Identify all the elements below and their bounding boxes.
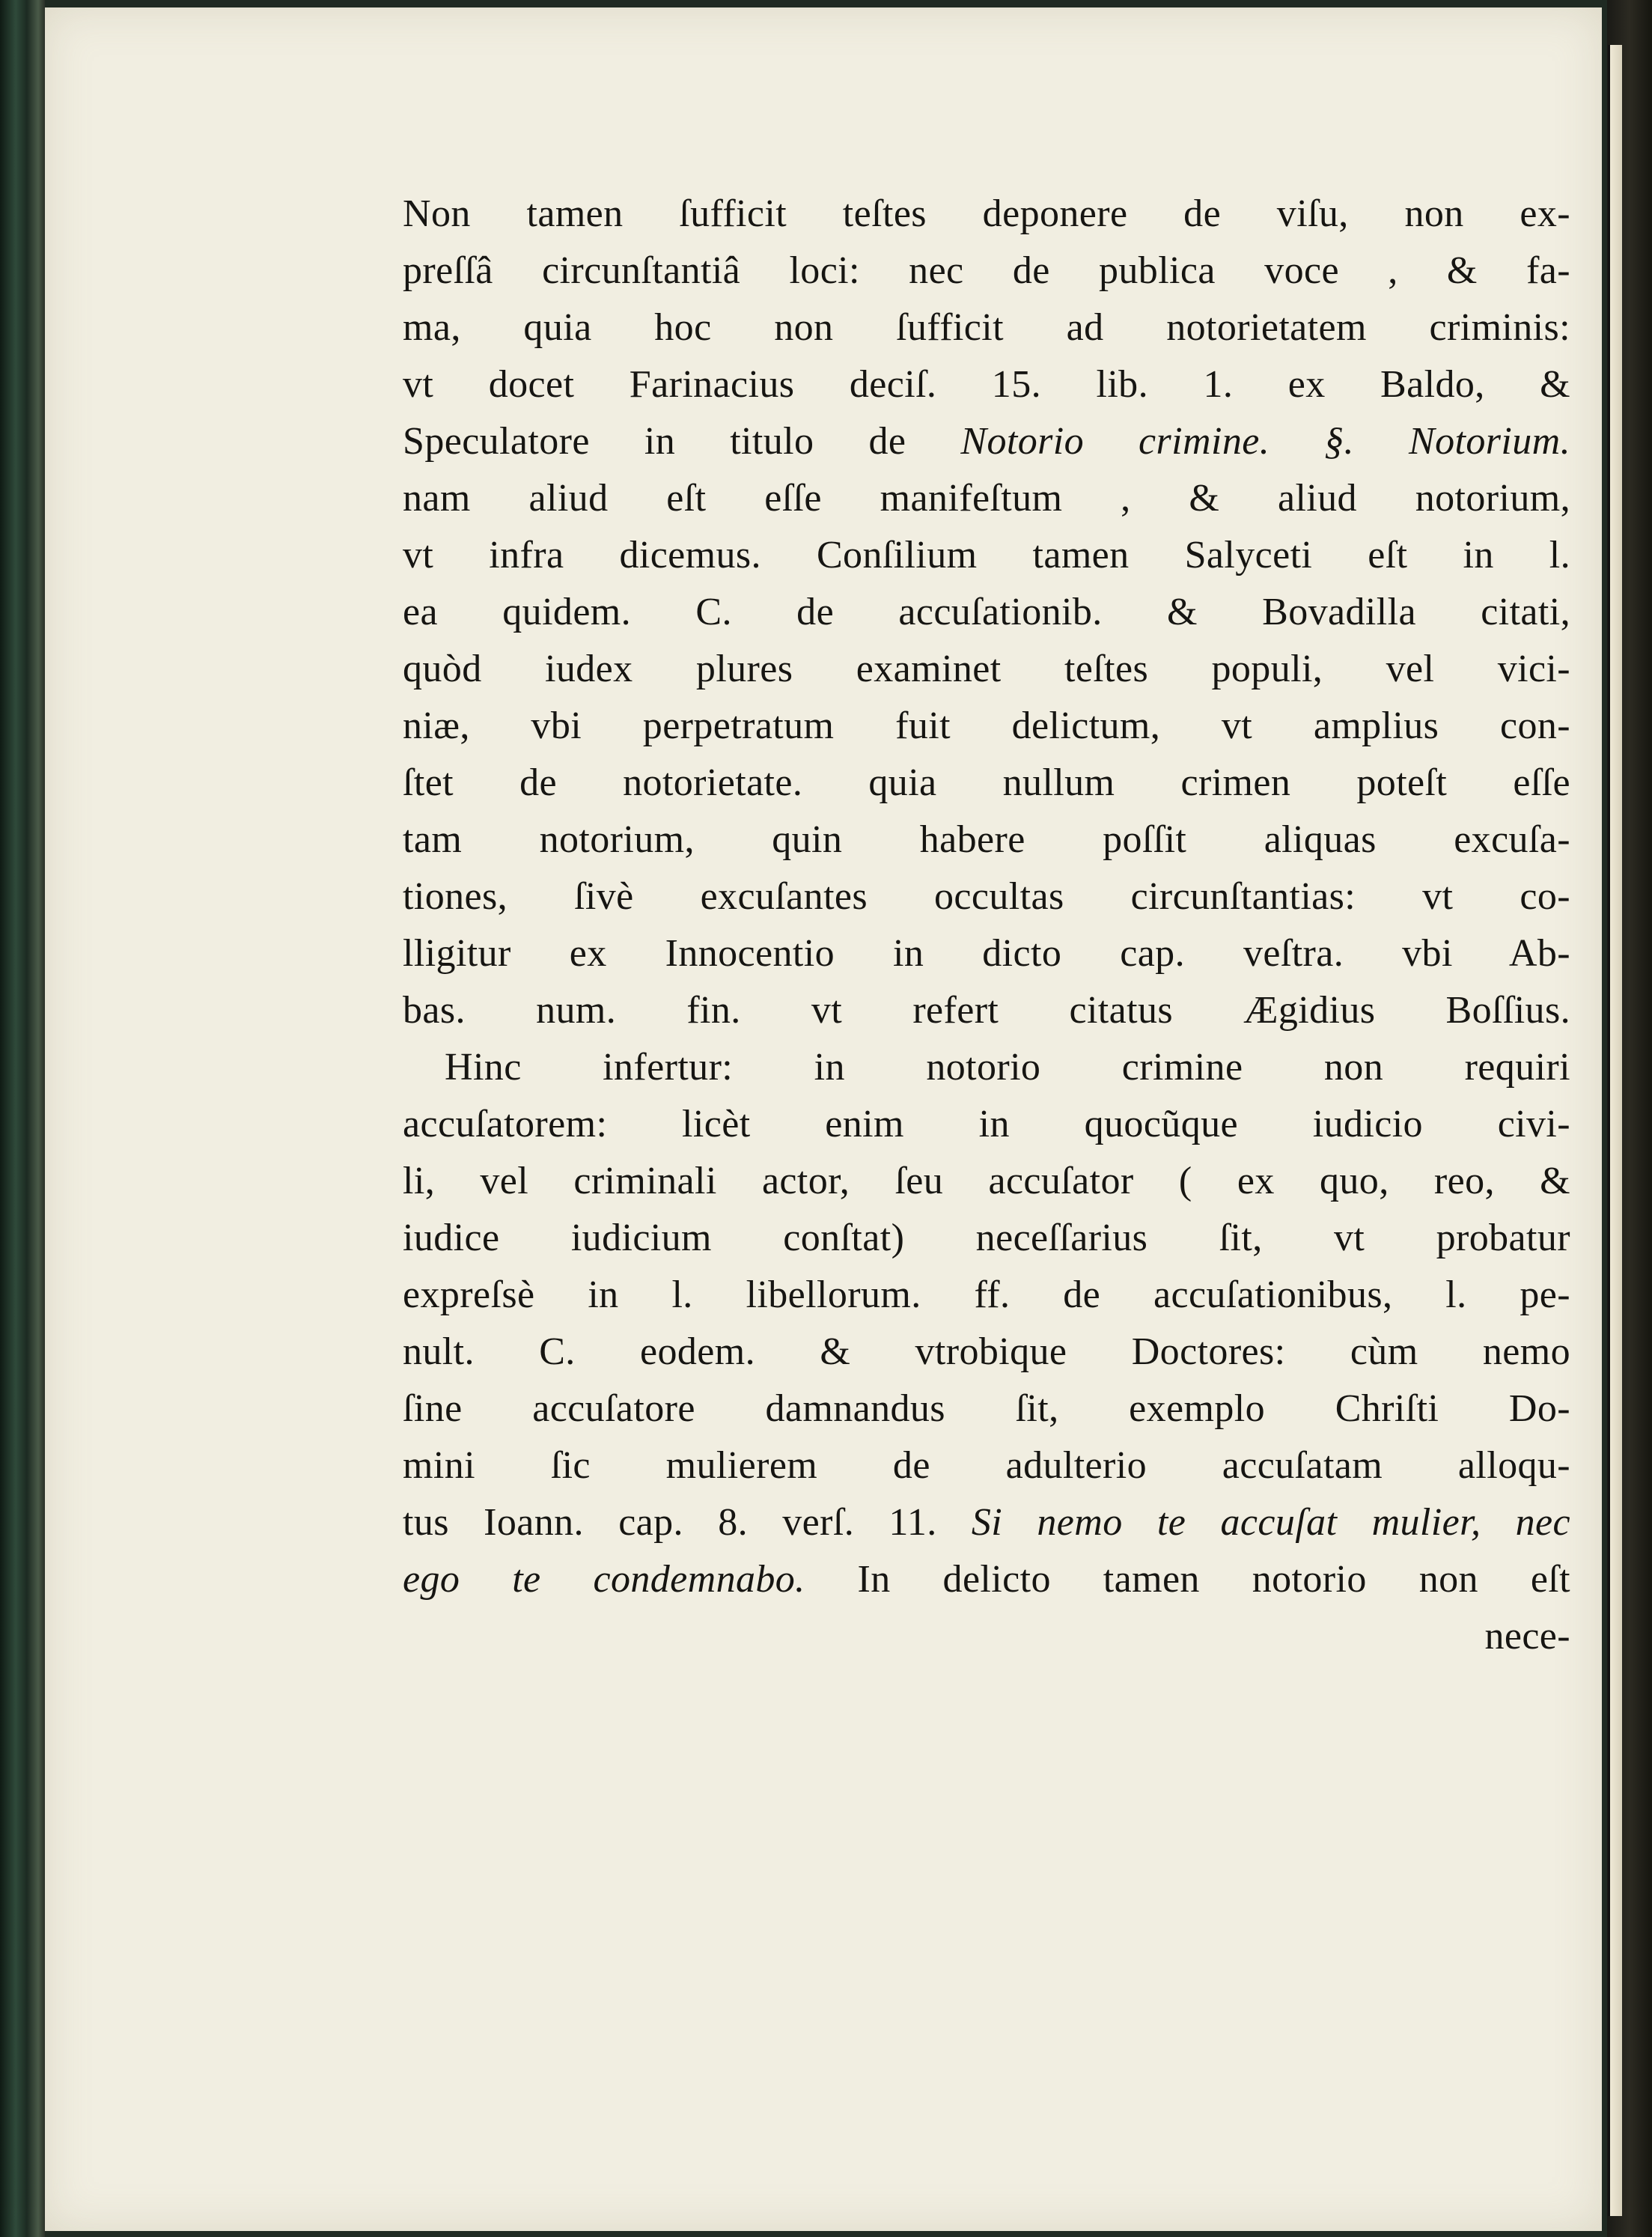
book-page bbox=[45, 7, 1602, 2231]
text-line bbox=[403, 299, 1570, 356]
text-run: iudice iudicium conſtat) neceſſarius ſit, vt probatur bbox=[403, 1217, 1570, 1259]
text-run: vt docet Farinacius deciſ. 15. lib. 1. ex Baldo, & bbox=[403, 363, 1570, 406]
text-run: Non tamen ſufficit teſtes deponere de viſu, non ex- bbox=[403, 192, 1570, 235]
text-line bbox=[403, 356, 1570, 413]
text-line bbox=[403, 1437, 1570, 1494]
text-line bbox=[403, 1381, 1570, 1437]
text-line bbox=[403, 755, 1570, 812]
text-line bbox=[403, 925, 1570, 982]
text-line bbox=[403, 1096, 1570, 1153]
text-line bbox=[403, 1153, 1570, 1210]
text-line bbox=[403, 1551, 1570, 1608]
text-line bbox=[403, 982, 1570, 1039]
text-run: Speculatore in titulo de bbox=[403, 420, 961, 463]
text-run: lligitur ex Innocentio in dicto cap. veſtra. vbi Ab- bbox=[403, 932, 1570, 975]
text-line-indented bbox=[403, 1039, 1570, 1096]
text-line bbox=[403, 1267, 1570, 1324]
catchword-text: nece- bbox=[1484, 1615, 1570, 1658]
text-line bbox=[403, 868, 1570, 925]
text-run: tus Ioann. cap. 8. verſ. 11. bbox=[403, 1501, 972, 1544]
text-line bbox=[403, 641, 1570, 698]
italic-run: ego te condemnabo. bbox=[403, 1558, 805, 1601]
text-run: nult. C. eodem. & vtrobique Doctores: cùm nemo bbox=[403, 1330, 1570, 1373]
italic-run: Si nemo te accuſat mulier, nec bbox=[971, 1501, 1570, 1544]
text-run: In delicto tamen notorio non eſt bbox=[805, 1558, 1570, 1601]
text-run: ma, quia hoc non ſufficit ad notorietatem criminis: bbox=[403, 306, 1570, 349]
text-run: li, vel criminali actor, ſeu accuſator ( ex quo, reo, & bbox=[403, 1160, 1570, 1202]
book-binding-left bbox=[0, 0, 45, 2237]
text-run: nam aliud eſt eſſe manifeſtum , & aliud notorium, bbox=[403, 477, 1570, 520]
text-run: expreſsè in l. libellorum. ff. de accuſationibus, l. pe- bbox=[403, 1273, 1570, 1316]
text-run: bas. num. fin. vt refert citatus Ægidius Boſſius. bbox=[403, 989, 1570, 1032]
text-run: vt infra dicemus. Conſilium tamen Salyceti eſt in l. bbox=[403, 534, 1570, 576]
text-run: Hinc infertur: in notorio crimine non requiri bbox=[445, 1046, 1570, 1089]
text-line bbox=[403, 812, 1570, 868]
text-run: preſſâ circunſtantiâ loci: nec de publica voce , & fa- bbox=[403, 249, 1570, 292]
text-line bbox=[403, 698, 1570, 755]
text-run: niæ, vbi perpetratum fuit delictum, vt amplius con- bbox=[403, 704, 1570, 747]
text-run: tam notorium, quin habere poſſit aliquas excuſa- bbox=[403, 818, 1570, 861]
text-line bbox=[403, 186, 1570, 243]
next-page-edge bbox=[1608, 45, 1622, 2216]
text-line bbox=[403, 1324, 1570, 1381]
text-run: quòd iudex plures examinet teſtes populi, vel vici- bbox=[403, 648, 1570, 690]
text-run: ſtet de notorietate. quia nullum crimen poteſt eſſe bbox=[403, 761, 1570, 804]
text-line bbox=[403, 470, 1570, 527]
text-line bbox=[403, 243, 1570, 299]
catchword bbox=[403, 1608, 1570, 1665]
text-run: mini ſic mulierem de adulterio accuſatam alloqu- bbox=[403, 1444, 1570, 1487]
page-text-block bbox=[403, 186, 1570, 1665]
text-run: ea quidem. C. de accuſationib. & Bovadilla citati, bbox=[403, 591, 1570, 633]
text-line bbox=[403, 413, 1570, 470]
text-run: ſine accuſatore damnandus ſit, exemplo Chriſti Do- bbox=[403, 1387, 1570, 1430]
italic-run: Notorio crimine. §. Notorium. bbox=[960, 420, 1570, 463]
text-line bbox=[403, 584, 1570, 641]
text-line bbox=[403, 1210, 1570, 1267]
text-run: accuſatorem: licèt enim in quocũque iudicio civi- bbox=[403, 1103, 1570, 1145]
text-line bbox=[403, 1494, 1570, 1551]
text-line bbox=[403, 527, 1570, 584]
text-run: tiones, ſivè excuſantes occultas circunſtantias: vt co- bbox=[403, 875, 1570, 918]
